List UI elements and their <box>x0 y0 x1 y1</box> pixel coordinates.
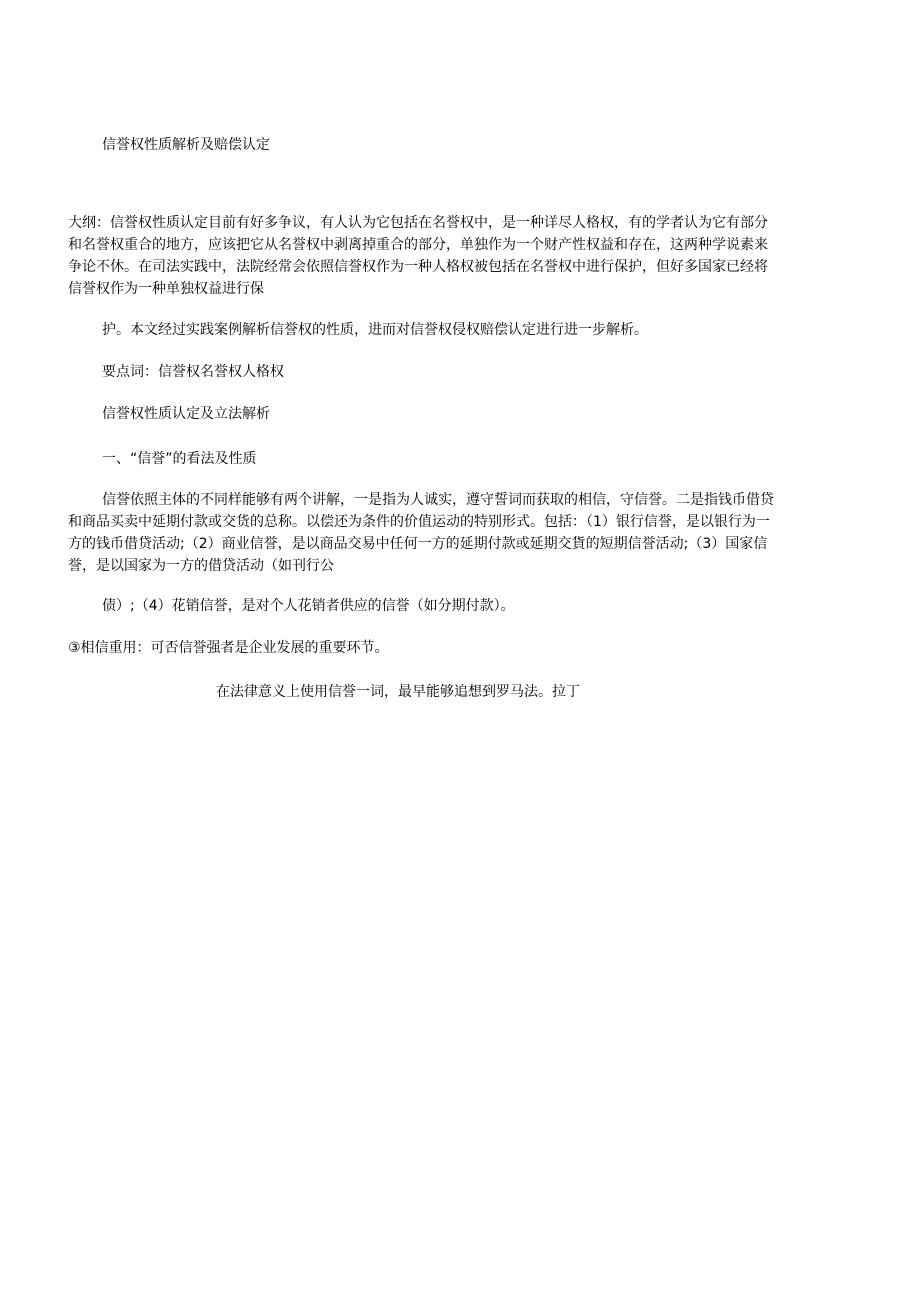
abstract-line: 争论不休。在司法实践中，法院经常会依照信誉权作为一种人格权被包括在名誉权中进行保护，但好多国家已经将 <box>68 259 768 275</box>
body-line: 信誉依照主体的不同样能够有两个讲解，一是指为人诚实，遵守誓词而获取的相信，守信誉。二是指钱币借贷 <box>102 492 774 508</box>
body-line: 和商品买卖中延期付款或交货的总称。以偿还为条件的价值运动的特别形式。包括：（1）银行信誉，是以银行为一 <box>68 514 770 530</box>
body-paragraph <box>68 489 853 577</box>
abstract-continuation: 护。本文经过实践案例解析信誉权的性质，进而对信誉权侵权赔偿认定进行进一步解析。 <box>102 322 648 338</box>
keywords-line: 要点词：信誉权名誉权人格权 <box>102 364 284 380</box>
abstract-line: 信誉权作为一种单独权益进行保 <box>68 281 264 297</box>
section-heading: 信誉权性质认定及立法解析 <box>102 406 270 422</box>
body-continuation: 债）;（4）花销信誉，是对个人花销者供应的信誉（如分期付款）。 <box>102 598 515 614</box>
abstract-line: 和名誉权重合的地方，应该把它从名誉权中剥离掉重合的部分，单独作为一个财产性权益和存在，这两种学说素来 <box>68 237 768 253</box>
abstract-line: 大纲：信誉权性质认定目前有好多争议，有人认为它包括在名誉权中，是一种详尽人格权，有的学者认为它有部分 <box>68 215 768 231</box>
abstract-paragraph <box>68 212 853 300</box>
body-line: 方的钱币借贷活动;（2）商业信誉，是以商品交易中任何一方的延期付款或延期交貨的短期信誉活动;（3）国家信 <box>68 536 768 552</box>
subsection-heading: 一、“信誉”的看法及性质 <box>102 451 257 467</box>
last-line: 在法律意义上使用信誉一词，最早能够追想到罗马法。拉丁 <box>216 684 580 700</box>
body-line: 誉，是以国家为一方的借贷活动（如刊行公 <box>68 558 334 574</box>
document-title: 信誉权性质解析及赔偿认定 <box>102 137 270 153</box>
note-line: ③相信重用：可否信誉强者是企业发展的重要环节。 <box>68 640 389 656</box>
